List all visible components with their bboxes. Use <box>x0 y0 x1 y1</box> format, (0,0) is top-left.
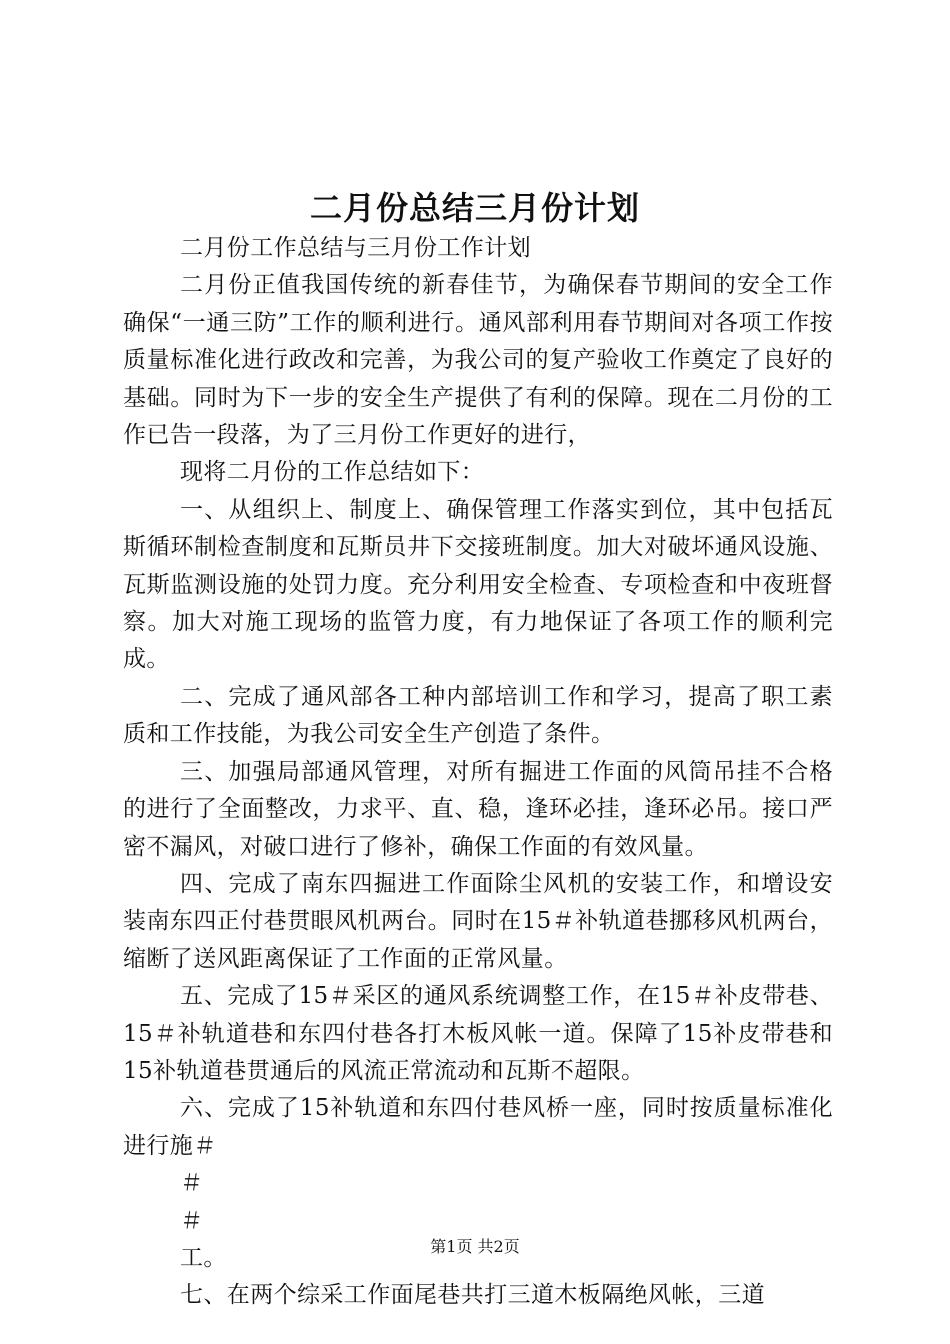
document-body <box>123 230 833 1315</box>
paragraph-fragment-hash-1: ＃ <box>180 1170 204 1197</box>
document-title: 二月份总结三月份计划 <box>309 189 640 227</box>
paragraph-item-5: 五、完成了15＃采区的通风系统调整工作，在15＃补皮带巷、15＃补轨道巷和东四付巷各打木板风帐一道。保障了15补皮带巷和15补轨道巷贯通后的风流正常流动和瓦斯不超限。 <box>123 983 833 1084</box>
paragraph-subtitle: 二月份工作总结与三月份工作计划 <box>180 235 531 261</box>
paragraph-item-1: 一、从组织上、制度上、确保管理工作落实到位，其中包括瓦斯循环制检查制度和瓦斯员井下交接班制度。加大对破坏通风设施、瓦斯监测设施的处罚力度。充分利用安全检查、专项检查和中夜班督察。加大对施工现场的监管力度，有力地保证了各项工作的顺利完成。 <box>123 496 833 673</box>
paragraph-intro: 二月份正值我国传统的新春佳节，为确保春节期间的安全工作确保“一通三防”工作的顺利进行。通风部利用春节期间对各项工作按质量标准化进行政改和完善，为我公司的复产验收工作奠定了良好的基础。同时为下一步的安全生产提供了有利的保障。现在二月份的工作已告一段落，为了三月份工作更好的进行， <box>123 272 833 449</box>
paragraph-fragment-end: 工。 <box>180 1244 227 1271</box>
paragraph-item-6: 六、完成了15补轨道和东四付巷风桥一座，同时按质量标准化进行施＃ <box>123 1095 833 1159</box>
paragraph-item-3: 三、加强局部通风管理，对所有掘进工作面的风筒吊挂不合格的进行了全面整改，力求平、直、稳，逢环必挂，逢环必吊。接口严密不漏风，对破口进行了修补，确保工作面的有效风量。 <box>123 758 833 860</box>
paragraph-fragment-hash-2: ＃ <box>180 1207 204 1234</box>
paragraph-item-4: 四、完成了南东四掘进工作面除尘风机的安装工作，和增设安装南东四正付巷贯眼风机两台。同时在15＃补轨道巷挪移风机两台，缩断了送风距离保证了工作面的正常风量。 <box>123 870 833 972</box>
paragraph-item-7: 七、在两个综采工作面尾巷共打三道木板隔绝风帐，三道 <box>180 1282 765 1309</box>
page-number-footer: 第1页 共2页 <box>430 1237 520 1256</box>
paragraph-item-2: 二、完成了通风部各工种内部培训工作和学习，提高了职工素质和工作技能，为我公司安全生产创造了条件。 <box>123 683 833 748</box>
paragraph-summary-lead: 现将二月份的工作总结如下： <box>180 459 485 486</box>
